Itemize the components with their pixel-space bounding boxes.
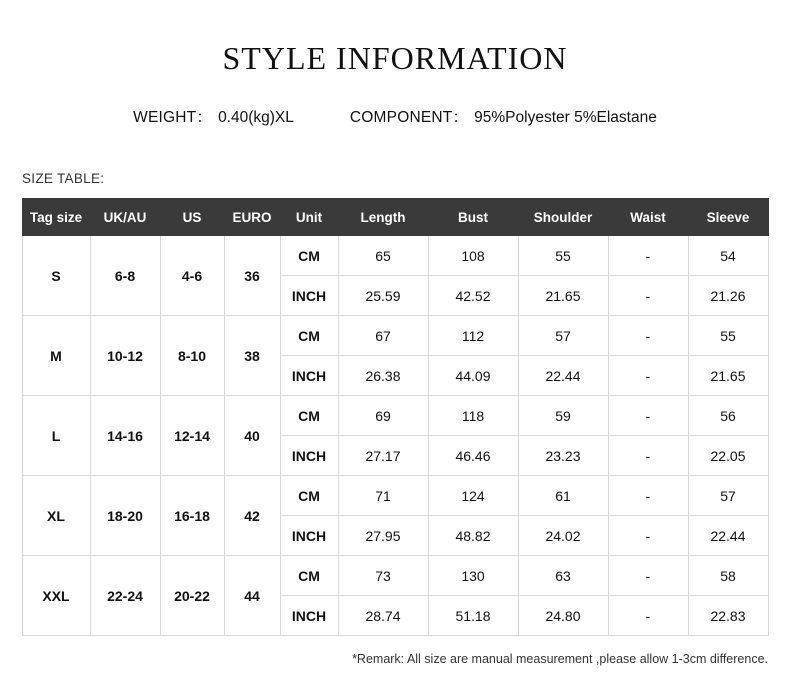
cell-uk-au: 6-8 bbox=[90, 236, 160, 316]
cell-unit: INCH bbox=[280, 596, 338, 636]
cell-waist: - bbox=[608, 436, 688, 476]
product-info-row bbox=[0, 105, 790, 127]
cell-uk-au: 22-24 bbox=[90, 556, 160, 636]
cell-bust: 112 bbox=[428, 316, 518, 356]
cell-sleeve: 22.05 bbox=[688, 436, 768, 476]
cell-bust: 46.46 bbox=[428, 436, 518, 476]
cell-shoulder: 55 bbox=[518, 236, 608, 276]
cell-unit: CM bbox=[280, 556, 338, 596]
table-row bbox=[22, 476, 768, 516]
cell-waist: - bbox=[608, 276, 688, 316]
cell-sleeve: 21.65 bbox=[688, 356, 768, 396]
cell-length: 26.38 bbox=[338, 356, 428, 396]
table-row bbox=[22, 316, 768, 356]
cell-uk-au: 18-20 bbox=[90, 476, 160, 556]
cell-tag-size: L bbox=[22, 396, 90, 476]
cell-unit: CM bbox=[280, 236, 338, 276]
cell-waist: - bbox=[608, 236, 688, 276]
remark-note: *Remark: All size are manual measurement ,please allow 1-3cm difference. bbox=[352, 652, 768, 666]
cell-shoulder: 23.23 bbox=[518, 436, 608, 476]
cell-shoulder: 61 bbox=[518, 476, 608, 516]
cell-length: 73 bbox=[338, 556, 428, 596]
cell-sleeve: 22.44 bbox=[688, 516, 768, 556]
cell-uk-au: 10-12 bbox=[90, 316, 160, 396]
cell-length: 25.59 bbox=[338, 276, 428, 316]
cell-shoulder: 59 bbox=[518, 396, 608, 436]
cell-tag-size: S bbox=[22, 236, 90, 316]
weight-value: 0.40(kg)XL bbox=[218, 109, 294, 126]
cell-waist: - bbox=[608, 356, 688, 396]
cell-euro: 42 bbox=[224, 476, 280, 556]
cell-euro: 36 bbox=[224, 236, 280, 316]
cell-waist: - bbox=[608, 476, 688, 516]
cell-us: 16-18 bbox=[160, 476, 224, 556]
table-header-row bbox=[22, 199, 768, 236]
header-euro: EURO bbox=[224, 199, 280, 236]
size-table bbox=[22, 198, 769, 636]
cell-sleeve: 58 bbox=[688, 556, 768, 596]
cell-length: 27.95 bbox=[338, 516, 428, 556]
component-label: COMPONENT： bbox=[349, 109, 469, 126]
cell-length: 69 bbox=[338, 396, 428, 436]
size-table-label: SIZE TABLE: bbox=[22, 171, 105, 186]
cell-unit: CM bbox=[280, 396, 338, 436]
cell-length: 67 bbox=[338, 316, 428, 356]
cell-waist: - bbox=[608, 396, 688, 436]
cell-sleeve: 57 bbox=[688, 476, 768, 516]
cell-tag-size: XL bbox=[22, 476, 90, 556]
table-row bbox=[22, 236, 768, 276]
header-us: US bbox=[160, 199, 224, 236]
table-row bbox=[22, 396, 768, 436]
cell-shoulder: 57 bbox=[518, 316, 608, 356]
cell-unit: INCH bbox=[280, 436, 338, 476]
cell-euro: 40 bbox=[224, 396, 280, 476]
cell-bust: 42.52 bbox=[428, 276, 518, 316]
cell-waist: - bbox=[608, 556, 688, 596]
cell-euro: 44 bbox=[224, 556, 280, 636]
header-waist: Waist bbox=[608, 199, 688, 236]
header-shoulder: Shoulder bbox=[518, 199, 608, 236]
cell-bust: 51.18 bbox=[428, 596, 518, 636]
cell-unit: CM bbox=[280, 316, 338, 356]
cell-length: 28.74 bbox=[338, 596, 428, 636]
header-uk-au: UK/AU bbox=[90, 199, 160, 236]
cell-us: 20-22 bbox=[160, 556, 224, 636]
header-sleeve: Sleeve bbox=[688, 199, 768, 236]
weight-info bbox=[133, 105, 294, 127]
cell-bust: 44.09 bbox=[428, 356, 518, 396]
cell-shoulder: 22.44 bbox=[518, 356, 608, 396]
cell-us: 4-6 bbox=[160, 236, 224, 316]
cell-length: 65 bbox=[338, 236, 428, 276]
component-value: 95%Polyester 5%Elastane bbox=[474, 109, 657, 126]
cell-bust: 108 bbox=[428, 236, 518, 276]
component-info bbox=[350, 105, 657, 127]
cell-bust: 130 bbox=[428, 556, 518, 596]
cell-length: 27.17 bbox=[338, 436, 428, 476]
cell-euro: 38 bbox=[224, 316, 280, 396]
header-tag-size: Tag size bbox=[22, 199, 90, 236]
cell-us: 8-10 bbox=[160, 316, 224, 396]
cell-sleeve: 21.26 bbox=[688, 276, 768, 316]
cell-waist: - bbox=[608, 516, 688, 556]
cell-sleeve: 56 bbox=[688, 396, 768, 436]
cell-shoulder: 24.02 bbox=[518, 516, 608, 556]
cell-shoulder: 24.80 bbox=[518, 596, 608, 636]
weight-label: WEIGHT： bbox=[133, 109, 213, 126]
cell-unit: INCH bbox=[280, 356, 338, 396]
cell-bust: 124 bbox=[428, 476, 518, 516]
cell-tag-size: M bbox=[22, 316, 90, 396]
cell-unit: INCH bbox=[280, 276, 338, 316]
cell-shoulder: 63 bbox=[518, 556, 608, 596]
table-row bbox=[22, 556, 768, 596]
cell-tag-size: XXL bbox=[22, 556, 90, 636]
header-unit: Unit bbox=[280, 199, 338, 236]
header-length: Length bbox=[338, 199, 428, 236]
page-title: STYLE INFORMATION bbox=[222, 40, 568, 76]
cell-waist: - bbox=[608, 596, 688, 636]
cell-waist: - bbox=[608, 316, 688, 356]
cell-unit: INCH bbox=[280, 516, 338, 556]
cell-unit: CM bbox=[280, 476, 338, 516]
cell-uk-au: 14-16 bbox=[90, 396, 160, 476]
cell-bust: 48.82 bbox=[428, 516, 518, 556]
cell-sleeve: 22.83 bbox=[688, 596, 768, 636]
header-bust: Bust bbox=[428, 199, 518, 236]
cell-length: 71 bbox=[338, 476, 428, 516]
cell-bust: 118 bbox=[428, 396, 518, 436]
cell-shoulder: 21.65 bbox=[518, 276, 608, 316]
cell-sleeve: 54 bbox=[688, 236, 768, 276]
cell-sleeve: 55 bbox=[688, 316, 768, 356]
cell-us: 12-14 bbox=[160, 396, 224, 476]
